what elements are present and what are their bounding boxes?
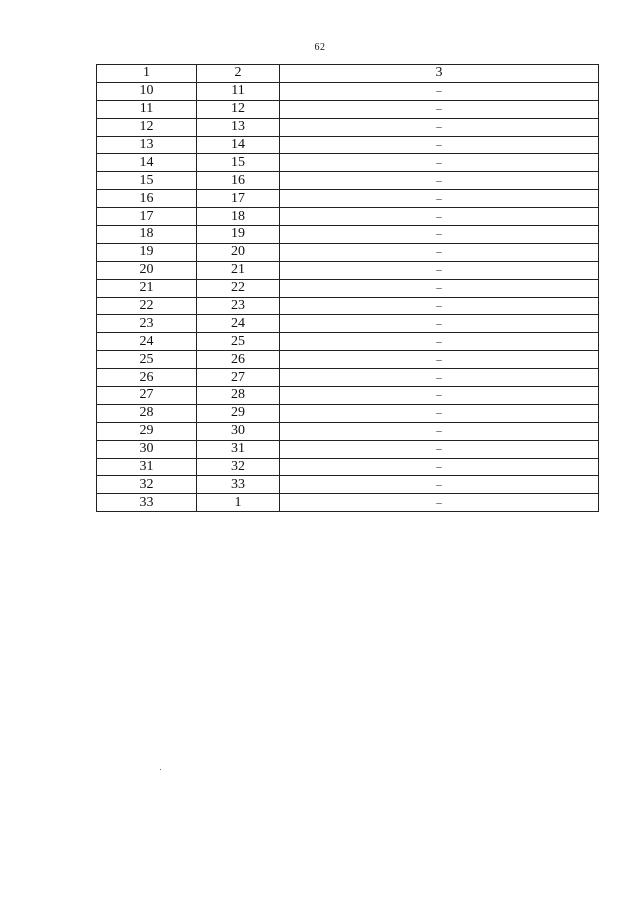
scan-speck bbox=[160, 769, 161, 770]
table-row bbox=[97, 172, 599, 190]
table-cell-dash: – bbox=[280, 315, 599, 333]
table-cell: 27 bbox=[197, 369, 280, 387]
table-row bbox=[97, 226, 599, 244]
table-cell: 32 bbox=[197, 458, 280, 476]
table-cell: 11 bbox=[97, 100, 197, 118]
table-cell: 19 bbox=[97, 243, 197, 261]
table-row bbox=[97, 118, 599, 136]
table-cell: 10 bbox=[97, 82, 197, 100]
table-cell-dash: – bbox=[280, 100, 599, 118]
table-header-row bbox=[97, 65, 599, 83]
table-row bbox=[97, 190, 599, 208]
table-row bbox=[97, 82, 599, 100]
table-cell-dash: – bbox=[280, 440, 599, 458]
table-cell: 16 bbox=[197, 172, 280, 190]
table-cell: 33 bbox=[97, 494, 197, 512]
table-cell: 1 bbox=[197, 494, 280, 512]
table-cell: 24 bbox=[197, 315, 280, 333]
table-cell: 17 bbox=[197, 190, 280, 208]
table-row bbox=[97, 369, 599, 387]
table-cell: 26 bbox=[197, 351, 280, 369]
table-cell-dash: – bbox=[280, 261, 599, 279]
table-cell: 16 bbox=[97, 190, 197, 208]
table-cell: 18 bbox=[197, 208, 280, 226]
table-cell: 33 bbox=[197, 476, 280, 494]
table-cell: 28 bbox=[97, 404, 197, 422]
table-cell: 14 bbox=[97, 154, 197, 172]
table-cell: 11 bbox=[197, 82, 280, 100]
table-cell: 20 bbox=[97, 261, 197, 279]
table-cell-dash: – bbox=[280, 494, 599, 512]
table-row bbox=[97, 422, 599, 440]
table-row bbox=[97, 243, 599, 261]
table-cell-dash: – bbox=[280, 172, 599, 190]
table-cell-dash: – bbox=[280, 136, 599, 154]
table-cell: 29 bbox=[197, 404, 280, 422]
table-cell: 23 bbox=[97, 315, 197, 333]
table-row bbox=[97, 279, 599, 297]
table-cell-dash: – bbox=[280, 82, 599, 100]
table-row bbox=[97, 315, 599, 333]
table-cell: 21 bbox=[197, 261, 280, 279]
table-cell: 28 bbox=[197, 387, 280, 405]
table-cell: 31 bbox=[197, 440, 280, 458]
table-cell: 22 bbox=[197, 279, 280, 297]
table-cell: 30 bbox=[97, 440, 197, 458]
table-row bbox=[97, 404, 599, 422]
table-cell: 31 bbox=[97, 458, 197, 476]
table-cell: 18 bbox=[97, 226, 197, 244]
table-cell: 25 bbox=[197, 333, 280, 351]
table-cell-dash: – bbox=[280, 333, 599, 351]
table-cell-dash: – bbox=[280, 154, 599, 172]
table-cell: 30 bbox=[197, 422, 280, 440]
table-cell-dash: – bbox=[280, 226, 599, 244]
table-cell-dash: – bbox=[280, 476, 599, 494]
table-row bbox=[97, 458, 599, 476]
column-header: 2 bbox=[197, 65, 280, 83]
table-cell: 13 bbox=[197, 118, 280, 136]
table-cell: 20 bbox=[197, 243, 280, 261]
table-cell: 15 bbox=[197, 154, 280, 172]
table-row bbox=[97, 297, 599, 315]
table-row bbox=[97, 100, 599, 118]
table-cell: 19 bbox=[197, 226, 280, 244]
table-row bbox=[97, 261, 599, 279]
table-cell: 17 bbox=[97, 208, 197, 226]
table-row bbox=[97, 440, 599, 458]
table-cell: 12 bbox=[97, 118, 197, 136]
table-cell: 23 bbox=[197, 297, 280, 315]
table-row bbox=[97, 351, 599, 369]
table-cell: 15 bbox=[97, 172, 197, 190]
table-cell: 14 bbox=[197, 136, 280, 154]
table-row bbox=[97, 208, 599, 226]
table-cell: 32 bbox=[97, 476, 197, 494]
table-cell: 29 bbox=[97, 422, 197, 440]
page-number: 62 bbox=[314, 42, 326, 53]
table-row bbox=[97, 154, 599, 172]
table-row bbox=[97, 476, 599, 494]
table-row bbox=[97, 333, 599, 351]
table-cell: 22 bbox=[97, 297, 197, 315]
table-cell-dash: – bbox=[280, 369, 599, 387]
column-header: 3 bbox=[280, 65, 599, 83]
table-cell-dash: – bbox=[280, 279, 599, 297]
table-cell-dash: – bbox=[280, 297, 599, 315]
table-cell-dash: – bbox=[280, 422, 599, 440]
table-cell-dash: – bbox=[280, 243, 599, 261]
table-cell: 25 bbox=[97, 351, 197, 369]
table-cell-dash: – bbox=[280, 351, 599, 369]
table-cell: 27 bbox=[97, 387, 197, 405]
table-body bbox=[97, 82, 599, 511]
table-cell: 26 bbox=[97, 369, 197, 387]
table-cell: 21 bbox=[97, 279, 197, 297]
data-table bbox=[96, 64, 599, 512]
table-cell-dash: – bbox=[280, 404, 599, 422]
table-cell-dash: – bbox=[280, 458, 599, 476]
table-cell: 12 bbox=[197, 100, 280, 118]
table-cell: 24 bbox=[97, 333, 197, 351]
table-cell-dash: – bbox=[280, 118, 599, 136]
table-cell-dash: – bbox=[280, 208, 599, 226]
table-cell: 13 bbox=[97, 136, 197, 154]
table-cell-dash: – bbox=[280, 387, 599, 405]
column-header: 1 bbox=[97, 65, 197, 83]
table-row bbox=[97, 387, 599, 405]
table-row bbox=[97, 494, 599, 512]
table-cell-dash: – bbox=[280, 190, 599, 208]
table-row bbox=[97, 136, 599, 154]
